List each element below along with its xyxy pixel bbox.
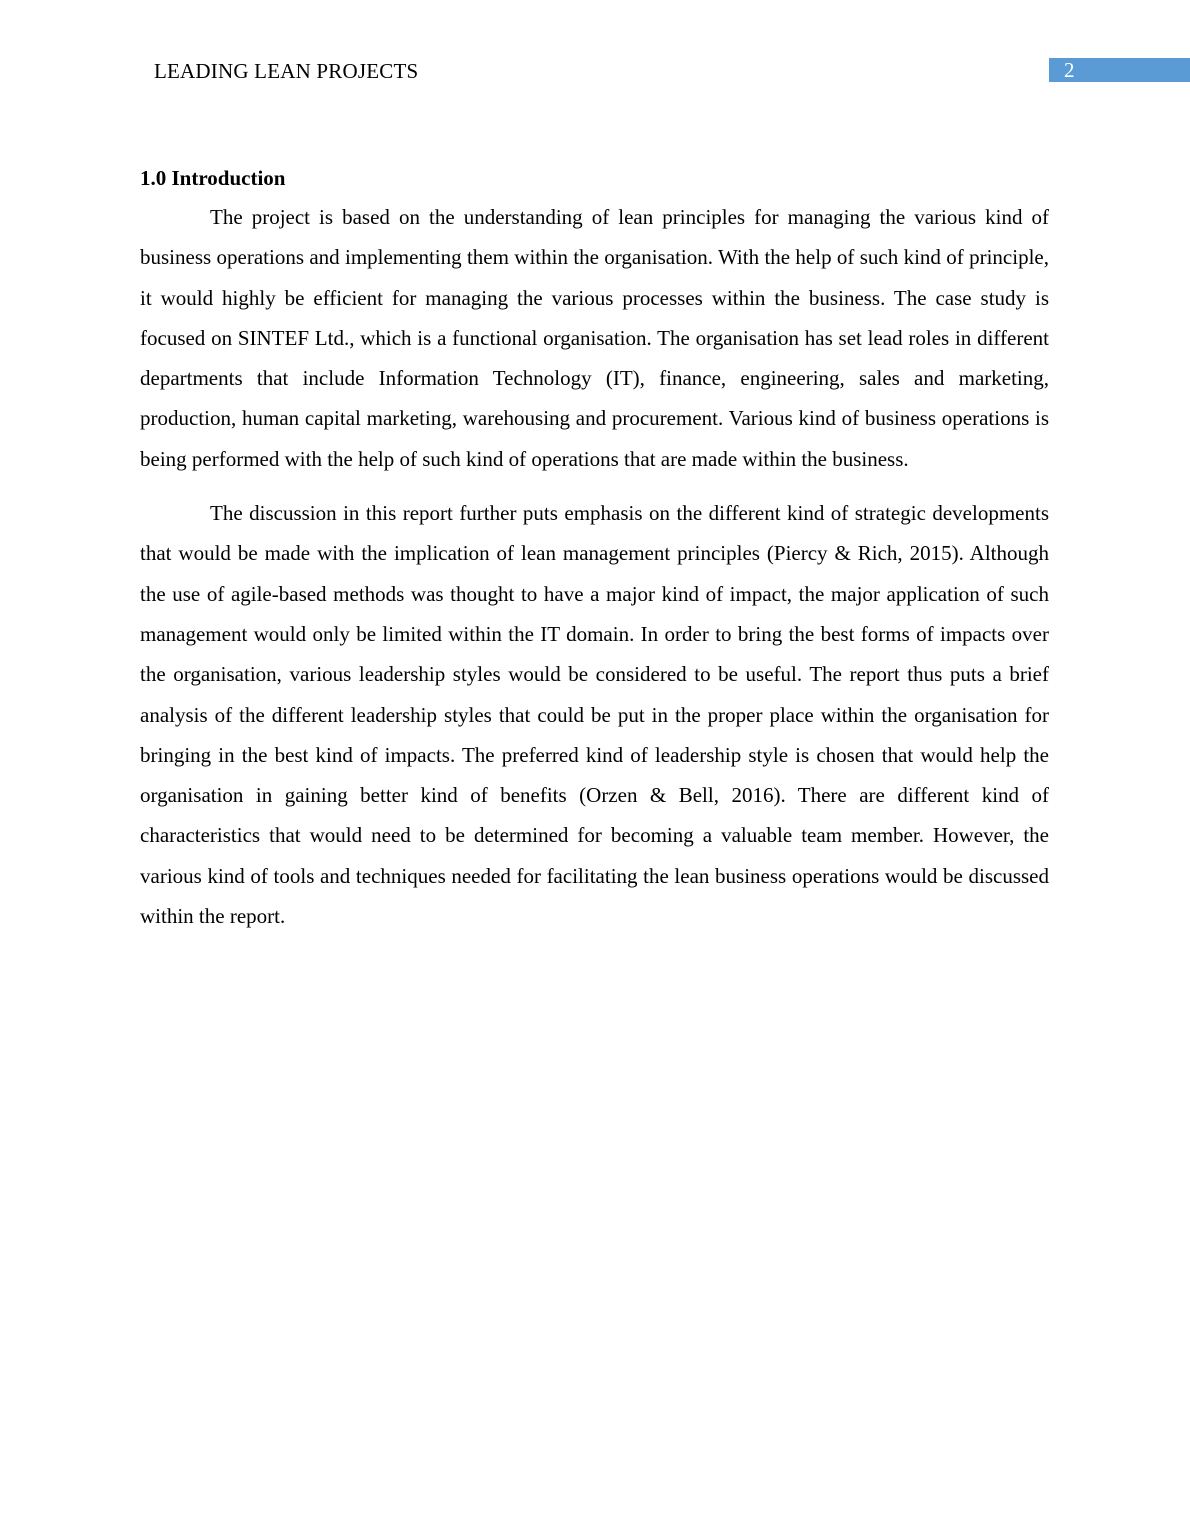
paragraph: The discussion in this report further puts emphasis on the different kind of strategic developments that would be made with the implication of lean management principles (Piercy & Rich, 2015). Although the use of agile-based methods was thought to have a major kind of impact, the major application of such management would only be limited within the IT domain. In order to bring the best forms of impacts over the organisation, various leadership styles would be considered to be useful. The report thus puts a brief analysis of the different leadership styles that could be put in the proper place within the organisation for bringing in the best kind of impacts. The preferred kind of leadership style is chosen that would help the organisation in gaining better kind of benefits (Orzen & Bell, 2016). There are different kind of characteristics that would need to be determined for becoming a valuable team member. However, the various kind of tools and techniques needed for facilitating the lean business operations would be discussed within the report. — [140, 501, 1049, 929]
page-number: 2 — [1064, 58, 1075, 82]
paragraph: The project is based on the understanding of lean principles for managing the various kind of business operations and implementing them within the organisation. With the help of such kind of principle, it would highly be efficient for managing the various processes within the business. The case study is focused on SINTEF Ltd., which is a functional organisation. The organisation has set lead roles in different departments that include Information Technology (IT), finance, engineering, sales and marketing, production, human capital marketing, warehousing and procurement. Various kind of business operations is being performed with the help of such kind of operations that are made within the business. — [140, 205, 1049, 471]
document-body — [140, 163, 1049, 936]
running-header-title: LEADING LEAN PROJECTS — [154, 59, 419, 83]
page-number-badge — [1049, 58, 1190, 82]
section-heading: 1.0 Introduction — [140, 166, 286, 190]
